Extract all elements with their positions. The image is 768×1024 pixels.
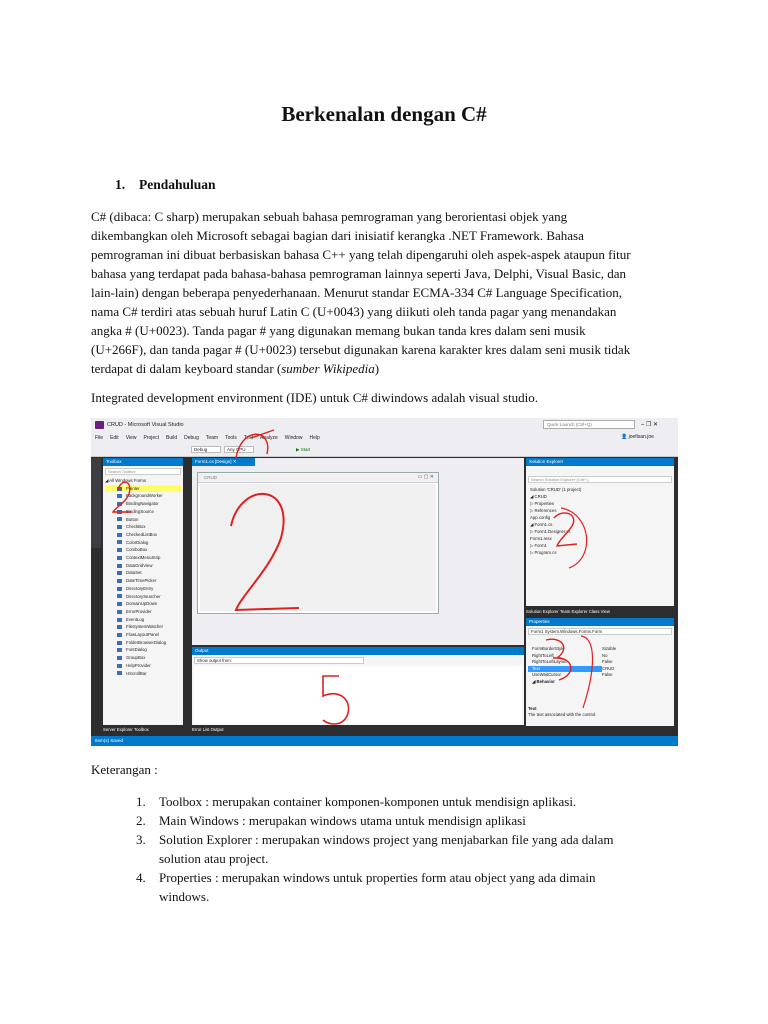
tree-item[interactable]: Form1.resx — [530, 536, 552, 541]
paragraph-line: lain-lain) dengan beberapa penyederhanaan. Menurut standar ECMA-334 C# Language Specification, — [91, 285, 623, 300]
menu-team[interactable]: Team — [205, 435, 219, 441]
toolbox-item[interactable]: CheckBox — [105, 523, 181, 531]
menu-view[interactable]: View — [125, 435, 137, 441]
paragraph-line: (U+266F), dan tanda pagar # (U+0023) tersebut digunakan karena karakter kres dalam seni musik tidak — [91, 342, 631, 357]
property-category[interactable]: ◢ Behavior — [532, 678, 555, 684]
toolbox-item[interactable]: DataGridView — [105, 562, 181, 570]
designer-tab[interactable]: Form1.cs [Design] ✕ — [192, 458, 255, 466]
toolbox-item[interactable]: ContextMenuStrip — [105, 554, 181, 562]
menu-edit[interactable]: Edit — [110, 435, 119, 441]
paragraph-line: nama C# terdiri atas sebuah huruf Latin C (U+0043) yang diikuti oleh tanda pagar yang menandakan — [91, 304, 617, 319]
toolbox-item[interactable]: BackgroundWorker — [105, 492, 181, 500]
toolbox-header: Toolbox — [103, 458, 183, 466]
property-row[interactable]: UseWaitCursor False — [532, 672, 613, 677]
tree-item[interactable]: ▷ Form1 — [530, 543, 547, 548]
section-heading — [115, 177, 216, 193]
tree-item[interactable]: ◢ CRUD — [530, 494, 547, 499]
toolbox-tabs[interactable]: Server Explorer Toolbox — [103, 725, 183, 734]
list-item: 3. Solution Explorer : merupakan windows project yang menjabarkan file yang ada dalam solution atau project. — [136, 832, 614, 866]
section-number: 1. — [115, 177, 126, 192]
toolbox-item[interactable]: CheckedListBox — [105, 531, 181, 539]
toolbox-item[interactable]: Button — [105, 516, 181, 524]
tree-item[interactable]: Solution 'CRUD' (1 project) — [530, 487, 582, 492]
list-item: 4. Properties : merupakan windows untuk properties form atau object yang ada dimain windows. — [136, 870, 596, 904]
ide-statusbar: Item(s) Saved — [91, 736, 678, 746]
menu-help[interactable]: Help — [309, 435, 320, 441]
tree-item[interactable]: ▷ References — [530, 508, 557, 513]
ide-screenshot — [91, 418, 678, 746]
toolbox-item[interactable]: DirectorySearcher — [105, 593, 181, 601]
paragraph-text: ) — [374, 361, 380, 376]
list-item: 1. Toolbox : merupakan container komponen-komponen untuk mendisign aplikasi. — [136, 794, 577, 809]
toolbox-item[interactable]: DateTimePicker — [105, 577, 181, 585]
output-source-select[interactable]: Show output from: — [194, 657, 364, 664]
toolbox-item[interactable]: DataSet — [105, 569, 181, 577]
menu-analyze[interactable]: Analyze — [259, 435, 278, 441]
toolbox-item[interactable]: HelpProvider — [105, 662, 181, 670]
solution-search-input[interactable]: Search Solution Explorer (Ctrl+;) — [528, 476, 672, 483]
menu-debug[interactable]: Debug — [184, 435, 199, 441]
list-item: 2. Main Windows : merupakan windows utama untuk mendisign aplikasi — [136, 813, 526, 828]
solution-tabs[interactable]: Solution Explorer Team Explorer Class View — [526, 607, 674, 616]
toolbox-item[interactable]: GroupBox — [105, 654, 181, 662]
source-citation: sumber Wikipedia — [281, 361, 375, 376]
property-description: Text The text associated with the control. — [528, 706, 597, 717]
paragraph-ide — [91, 388, 687, 407]
properties-header: Properties — [526, 618, 674, 626]
start-button[interactable]: ▶ Start — [296, 447, 311, 452]
output-tabs[interactable]: Error List Output — [192, 725, 524, 734]
toolbox-item[interactable]: FileSystemWatcher — [105, 623, 181, 631]
debug-config-select[interactable]: Debug — [191, 446, 221, 453]
tree-item[interactable]: ▷ Form1.Designer.cs — [530, 529, 571, 534]
toolbox-item[interactable]: FlowLayoutPanel — [105, 631, 181, 639]
solution-header: Solution Explorer — [526, 458, 674, 466]
form-title: CRUD — [198, 473, 438, 483]
toolbox-item[interactable]: ColorDialog — [105, 539, 181, 547]
toolbox-item[interactable]: DirectoryEntry — [105, 585, 181, 593]
tree-item[interactable]: ▷ Program.cs — [530, 550, 557, 555]
menu-file[interactable]: File — [95, 435, 104, 441]
section-title: Pendahuluan — [139, 177, 216, 192]
handwritten-annotations — [91, 418, 678, 746]
platform-select[interactable]: Any CPU — [224, 446, 254, 453]
tree-item[interactable]: ▷ Properties — [530, 501, 555, 506]
toolbox-item[interactable]: DomainUpDown — [105, 600, 181, 608]
tree-item[interactable]: App.config — [530, 515, 551, 520]
keterangan-label: Keterangan : — [91, 762, 158, 777]
property-row[interactable]: RightToLeftLayout False — [532, 659, 613, 664]
tree-item[interactable]: ◢ Form1.cs — [530, 522, 553, 527]
paragraph-line — [91, 359, 687, 378]
ide-window-title: CRUD - Microsoft Visual Studio — [107, 422, 184, 428]
toolbox-item[interactable]: FontDialog — [105, 646, 181, 654]
paragraph-line: dikembangkan oleh Microsoft sebagai bagian dari inisiatif kerangka .NET Framework. Bahasa — [91, 228, 584, 243]
property-row[interactable]: FormBorderStyle Sizable — [532, 646, 617, 651]
keterangan-list — [136, 792, 614, 906]
toolbox-item[interactable]: HScrollBar — [105, 670, 181, 678]
toolbox-item[interactable]: FolderBrowserDialog — [105, 639, 181, 647]
document-title: Berkenalan dengan C# — [281, 102, 487, 126]
menu-project[interactable]: Project — [143, 435, 159, 441]
toolbox-search-input[interactable]: Search Toolbox — [105, 468, 181, 475]
toolbox-item[interactable]: BindingNavigator — [105, 500, 181, 508]
menu-test[interactable]: Test — [243, 435, 253, 441]
user-account[interactable]: 👤 joefisan.joe — [621, 434, 654, 440]
output-header: Output — [192, 647, 524, 655]
paragraph-line: angka # (U+0023). Tanda pagar # yang digunakan memang bukan tanda kres dalam seni musik — [91, 323, 586, 338]
properties-object-select[interactable]: Form1 System.Windows.Forms.Form — [528, 628, 672, 635]
property-row-selected[interactable]: Text CRUD — [528, 666, 672, 673]
paragraph-text: terdapat di dalam keyboard standar ( — [91, 361, 282, 376]
paragraph-line: pemrograman ini dibuat berbasiskan bahasa C++ yang telah dipengaruhi oleh aspek-aspek ataupun fitur — [91, 247, 631, 262]
quick-launch-input[interactable]: Quick Launch (Ctrl+Q) — [543, 420, 635, 429]
toolbox-item[interactable]: EventLog — [105, 616, 181, 624]
paragraph-intro — [91, 207, 687, 378]
menu-build[interactable]: Build — [166, 435, 178, 441]
toolbox-item[interactable]: ErrorProvider — [105, 608, 181, 616]
form-window-buttons: ▭ ▢ ✕ — [417, 474, 434, 480]
toolbox-item[interactable]: BindingSource — [105, 508, 181, 516]
toolbox-item[interactable]: ComboBox — [105, 546, 181, 554]
paragraph-line: C# (dibaca: C sharp) merupakan sebuah bahasa pemrograman yang berorientasi objek yang — [91, 209, 568, 224]
toolbox-item[interactable]: Pointer — [105, 485, 181, 493]
window-buttons[interactable]: – ❐ ✕ — [641, 422, 659, 428]
toolbox-group[interactable]: ◢ All Windows Forms — [105, 478, 147, 483]
menu-window[interactable]: Window — [284, 435, 303, 441]
paragraph-line: Integrated development environment (IDE) untuk C# diwindows adalah visual studio. — [91, 390, 538, 405]
paragraph-line: bahasa yang terdapat pada bahasa-bahasa pemrograman lainnya seperti Java, Delphi, Visual Basic, dan — [91, 266, 627, 281]
menu-tools[interactable]: Tools — [225, 435, 237, 441]
property-row[interactable]: RightToLeft No — [532, 652, 608, 658]
